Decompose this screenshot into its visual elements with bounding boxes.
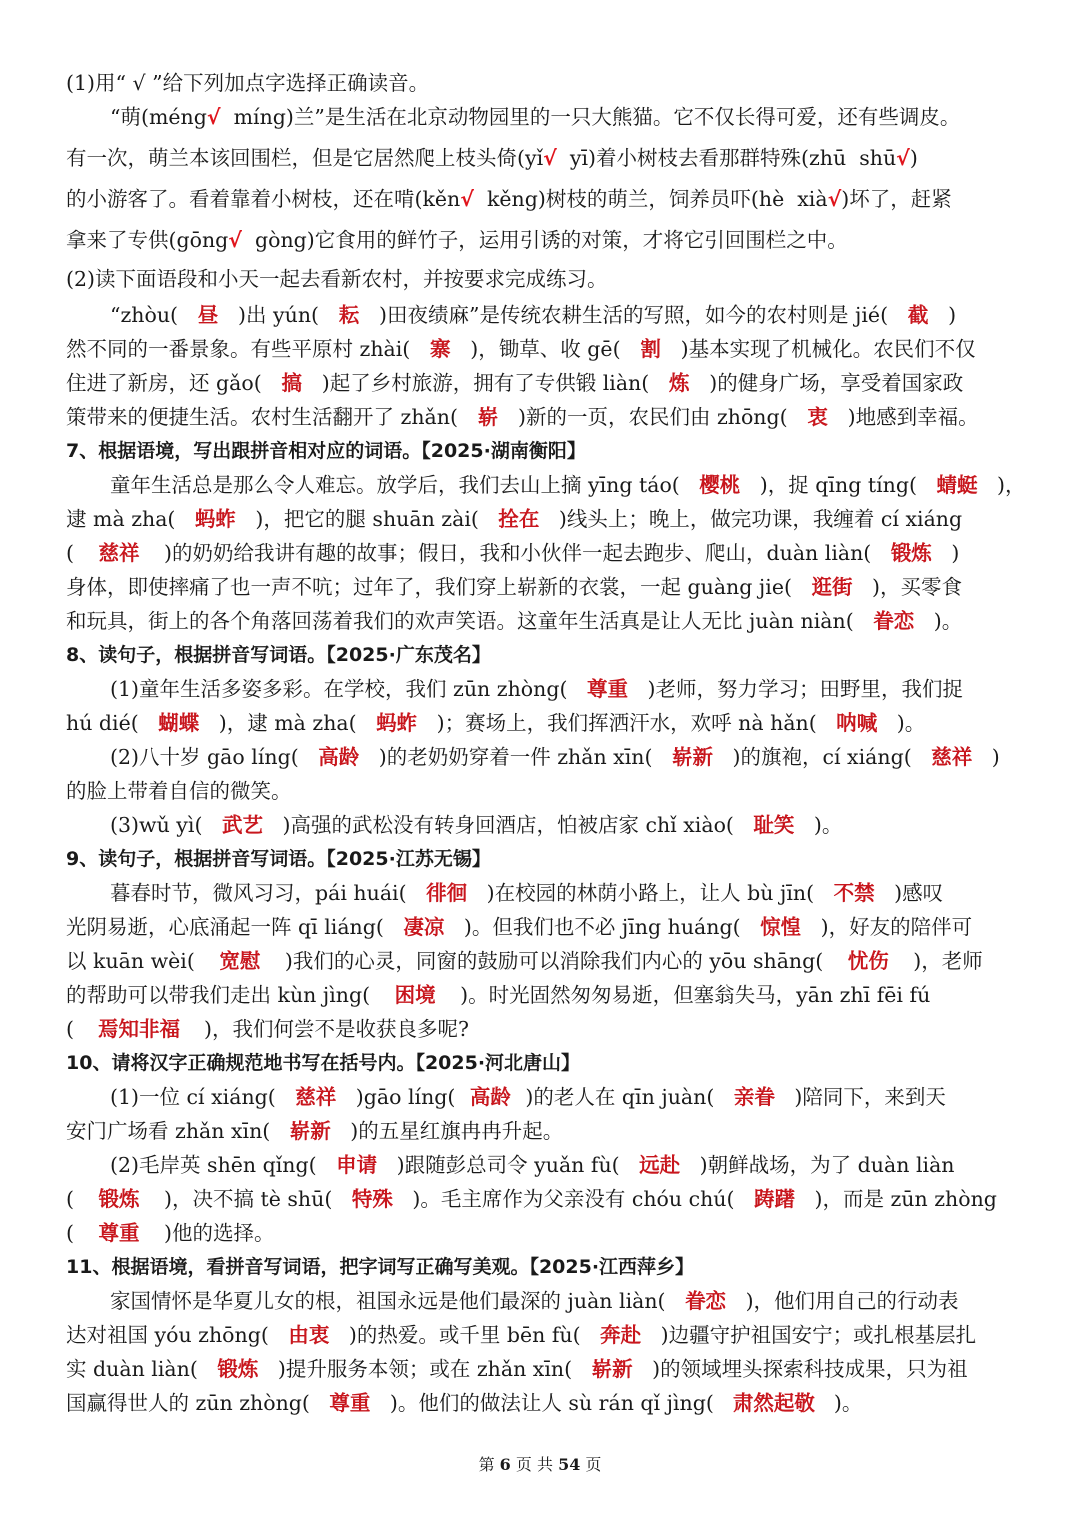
answer-word: 衷: [807, 405, 828, 429]
q6-1-line: [110, 102, 960, 132]
q8-line: [110, 742, 1000, 772]
q10-title: 10、请将汉字正确规范地书写在括号内。【2025·河北唐山】: [66, 1052, 581, 1074]
answer-word: 高龄: [469, 1085, 511, 1109]
check-mark: √: [460, 187, 474, 211]
sentence-text: (1)童年生活多姿多彩。在学校，我们 zūn zhòng(: [110, 677, 568, 701]
sentence-text: 策带来的便捷生活。农村生活翻开了 zhǎn(: [66, 405, 458, 429]
answer-word: 申请: [336, 1153, 378, 1177]
sentence-text: )，把它的腿 shuān zài(: [255, 507, 479, 531]
answer-word: 尊重: [586, 677, 628, 701]
q6-2-line: [66, 368, 963, 398]
answer-word: 呐喊: [836, 711, 878, 735]
sentence-text: )起了乡村旅游，拥有了专供锻 liàn(: [321, 371, 650, 395]
q6-1-line: [66, 143, 918, 173]
sentence-text: )，好友的陪伴可: [820, 915, 973, 939]
sentence-text: )，我们何尝不是收获良多呢?: [204, 1017, 469, 1041]
q6-2-instruction: (2)读下面语段和小天一起去看新农村，并按要求完成练习。: [66, 267, 608, 291]
check-mark: √: [827, 187, 842, 211]
answer-word: 蚂蚱: [376, 711, 418, 735]
sentence-text: gòng)它食用的鲜竹子，运用引诱的对策，才将它引回围栏之中。: [241, 228, 848, 252]
footer-prefix: 第: [478, 1455, 500, 1474]
q7-line: [66, 504, 962, 534]
q11-line: [66, 1388, 862, 1418]
answer-word: 炼: [669, 371, 690, 395]
sentence-text: )出 yún(: [238, 303, 320, 327]
answer-word: 寨: [430, 337, 451, 361]
answer-word: 蚂蚱: [194, 507, 236, 531]
sentence-text: ): [951, 541, 960, 565]
answer-word: 肃然起敬: [732, 1391, 815, 1415]
sentence-text: )。他们的做法让人 sù rán qǐ jìng(: [389, 1391, 714, 1415]
answer-word: 亲眷: [733, 1085, 775, 1109]
sentence-text: )，决不搞 tè shū(: [164, 1187, 333, 1211]
total-page-count: 54: [558, 1455, 581, 1474]
answer-word: 耘: [338, 303, 360, 327]
answer-word: 由衷: [288, 1323, 330, 1347]
sentence-text: 童年生活总是那么令人难忘。放学后，我们去山上摘 yīng táo(: [110, 473, 680, 497]
sentence-text: )高强的武松没有转身回酒店，怕被店家 chǐ xiào(: [282, 813, 734, 837]
answer-word: 截: [907, 303, 929, 327]
sentence-text: 逮 mà zha(: [66, 507, 176, 531]
sentence-text: 国赢得世人的 zūn zhòng(: [66, 1391, 310, 1415]
answer-word: 特殊: [351, 1187, 393, 1211]
sentence-text: (2)八十岁 gāo líng(: [110, 745, 299, 769]
answer-word: 困境: [394, 983, 436, 1007]
sentence-text: hú dié(: [66, 711, 139, 735]
answer-word: 锻炼: [890, 541, 932, 565]
q9-line: [66, 912, 972, 942]
q6-1-line: [66, 184, 952, 214]
sentence-text: 达对祖国 yóu zhōng(: [66, 1323, 269, 1347]
sentence-text: )新的一页，农民们由 zhōng(: [517, 405, 788, 429]
sentence-text: )，捉 qīng tíng(: [759, 473, 917, 497]
q11-line: [66, 1354, 968, 1384]
q6-2-line: [66, 334, 976, 364]
answer-word: 慈祥: [931, 745, 973, 769]
sentence-text: )。: [896, 711, 926, 735]
q10-line: [110, 1150, 955, 1180]
answer-word: 武艺: [221, 813, 263, 837]
q7-line: [66, 538, 959, 568]
sentence-text: 住进了新房，还 gǎo(: [66, 371, 262, 395]
sentence-text: “萌(méng: [110, 105, 207, 129]
answer-word: 踌躇: [753, 1187, 795, 1211]
answer-word: 惊惶: [760, 915, 802, 939]
sentence-text: 的帮助可以带我们走出 kùn jìng(: [66, 983, 371, 1007]
sentence-text: )的老奶奶穿着一件 zhǎn xīn(: [378, 745, 653, 769]
answer-word: 拴在: [498, 507, 540, 531]
sentence-text: kěng)树枝的萌兰，饲养员吓(hè xià: [473, 187, 828, 211]
sentence-text: 暮春时节，微风习习，pái huái(: [110, 881, 407, 905]
sentence-text: )，锄草、收 gē(: [470, 337, 621, 361]
q7-line: [66, 572, 962, 602]
sentence-text: )基本实现了机械化。农民们不仅: [680, 337, 976, 361]
sentence-text: )，他们用自己的行动表: [745, 1289, 959, 1313]
sentence-text: 的小游客了。看着靠着小树枝，还在啃(kěn: [66, 187, 461, 211]
q10-line: [66, 1218, 275, 1248]
sentence-text: )在校园的林荫小路上，让人 bù jīn(: [486, 881, 815, 905]
answer-word: 锻炼: [98, 1187, 140, 1211]
sentence-text: )的领域埋头探索科技成果，只为祖: [652, 1357, 968, 1381]
sentence-text: )的老人在 qīn juàn(: [525, 1085, 715, 1109]
answer-word: 锻炼: [217, 1357, 259, 1381]
q7-title: 7、根据语境，写出跟拼音相对应的词语。【2025·湖南衡阳】: [66, 440, 586, 462]
sentence-text: )老师，努力学习；田野里，我们捉: [647, 677, 963, 701]
sentence-text: 身体，即使摔痛了也一声不吭；过年了，我们穿上崭新的衣裳，一起 guàng jie(: [66, 575, 792, 599]
q6-1-instruction: (1)用“ √ ”给下列加点字选择正确读音。: [66, 71, 430, 95]
sentence-text: )跟随彭总司令 yuǎn fù(: [396, 1153, 620, 1177]
sentence-text: )，老师: [913, 949, 983, 973]
sentence-text: ): [991, 745, 1000, 769]
answer-word: 奔赴: [600, 1323, 642, 1347]
sentence-text: 安门广场看 zhǎn xīn(: [66, 1119, 271, 1143]
q9-line: [66, 946, 983, 976]
q11-line: [110, 1286, 959, 1316]
answer-word: 忧伤: [847, 949, 889, 973]
sentence-text: )的旗袍，cí xiáng(: [732, 745, 912, 769]
answer-word: 蜻蜓: [936, 473, 978, 497]
sentence-text: )地感到幸福。: [847, 405, 979, 429]
sentence-text: )陪同下，来到天: [794, 1085, 946, 1109]
sentence-text: )，买零食: [871, 575, 962, 599]
sentence-text: )的五星红旗冉冉升起。: [350, 1119, 564, 1143]
answer-word: 崭: [477, 405, 499, 429]
sentence-text: (: [66, 1017, 74, 1041]
sentence-text: )的健身广场，享受着国家政: [709, 371, 964, 395]
sentence-text: )，逮 mà zha(: [218, 711, 357, 735]
answer-word: 昼: [197, 303, 219, 327]
answer-word: 崭新: [591, 1357, 633, 1381]
sentence-text: (1)一位 cí xiáng(: [110, 1085, 276, 1109]
answer-word: 崭新: [671, 745, 713, 769]
answer-word: 尊重: [98, 1221, 140, 1245]
answer-word: 逛街: [811, 575, 853, 599]
q8-line: [110, 674, 963, 704]
answer-word: 尊重: [329, 1391, 371, 1415]
sentence-text: 拿来了专供(gōng: [66, 228, 229, 252]
sentence-text: 光阴易逝，心底涌起一阵 qī liáng(: [66, 915, 384, 939]
sentence-text: )。但我们也不必 jīng huáng(: [463, 915, 741, 939]
q9-line: [66, 980, 930, 1010]
q11-line: [66, 1320, 976, 1350]
answer-word: 耻笑: [753, 813, 795, 837]
sentence-text: 和玩具，街上的各个角落回荡着我们的欢声笑语。这童年生活真是让人无比 juàn niàn(: [66, 609, 854, 633]
sentence-text: ): [948, 303, 957, 327]
sentence-text: (: [66, 541, 74, 565]
current-page-number: 6: [499, 1455, 511, 1474]
answer-word: 高龄: [318, 745, 360, 769]
footer-mid: 页 共: [510, 1455, 559, 1474]
sentence-text: )，: [996, 473, 1026, 497]
q10-line: [110, 1082, 946, 1112]
q7-line: [110, 470, 1025, 500]
sentence-text: (: [66, 1221, 74, 1245]
sentence-text: )线头上；晚上，做完功课，我缠着 cí xiáng: [558, 507, 963, 531]
sentence-text: )。毛主席作为父亲没有 chóu chú(: [412, 1187, 735, 1211]
check-mark: √: [896, 146, 910, 170]
q6-2-line: [66, 402, 979, 432]
q6-1-line: [66, 225, 848, 255]
q11-title: 11、根据语境，看拼音写词语，把字词写正确写美观。【2025·江西萍乡】: [66, 1256, 695, 1278]
answer-word: 凄凉: [403, 915, 445, 939]
check-mark: √: [206, 105, 221, 129]
q9-line: [110, 878, 943, 908]
answer-word: 搞: [281, 371, 302, 395]
sentence-text: )感叹: [894, 881, 944, 905]
sentence-text: )；赛场上，我们挥洒汗水，欢呼 nà hǎn(: [436, 711, 817, 735]
sentence-text: )坏了，赶紧: [841, 187, 952, 211]
answer-word: 慈祥: [295, 1085, 337, 1109]
q10-line: [66, 1116, 563, 1146]
sentence-text: )gāo líng(: [355, 1085, 456, 1109]
sentence-text: )，而是 zūn zhòng: [814, 1187, 997, 1211]
answer-word: 眷恋: [685, 1289, 727, 1313]
sentence-text: 家国情怀是华夏儿女的根，祖国永远是他们最深的 juàn liàn(: [110, 1289, 666, 1313]
sentence-text: )朝鲜战场，为了 duàn liàn: [699, 1153, 955, 1177]
sentence-text: )。: [813, 813, 843, 837]
sentence-text: )他的选择。: [164, 1221, 275, 1245]
sentence-text: “zhòu(: [110, 303, 179, 327]
footer-suffix: 页: [580, 1455, 602, 1474]
answer-word: 割: [640, 337, 661, 361]
sentence-text: )边疆守护祖国安宁；或扎根基层扎: [660, 1323, 977, 1347]
sentence-text: 以 kuān wèi(: [66, 949, 195, 973]
sentence-text: )。时光固然匆匆易逝，但塞翁失马，yān zhī fēi fú: [460, 983, 931, 1007]
sentence-text: )田夜绩麻”是传统农耕生活的写照，如今的农村则是 jié(: [379, 303, 889, 327]
answer-word: 宽慰: [219, 949, 261, 973]
q9-title: 9、读句子，根据拼音写词语。【2025·江苏无锡】: [66, 848, 491, 870]
sentence-text: 实 duàn liàn(: [66, 1357, 198, 1381]
answer-word: 不禁: [833, 881, 875, 905]
sentence-text: míng)兰”是生活在北京动物园里的一只大熊猫。它不仅长得可爱，还有些调皮。: [220, 105, 961, 129]
q8-title: 8、读句子，根据拼音写词语。【2025·广东茂名】: [66, 644, 491, 666]
q10-line: [66, 1184, 997, 1214]
sentence-text: ): [909, 146, 918, 170]
sentence-text: )。: [933, 609, 963, 633]
answer-word: 焉知非福: [98, 1017, 180, 1041]
q8-line: 的脸上带着自信的微笑。: [66, 779, 292, 803]
check-mark: √: [228, 228, 242, 252]
q7-line: [66, 606, 962, 636]
q9-line: [66, 1014, 469, 1044]
sentence-text: )我们的心灵，同窗的鼓励可以消除我们内心的 yōu shāng(: [284, 949, 824, 973]
answer-word: 眷恋: [873, 609, 915, 633]
answer-word: 远赴: [639, 1153, 681, 1177]
sentence-text: 有一次，萌兰本该回围栏，但是它居然爬上枝头倚(yǐ: [66, 146, 544, 170]
answer-word: 蝴蝶: [158, 711, 200, 735]
sentence-text: yī)着小树枝去看那群特殊(zhū shū: [556, 146, 897, 170]
q6-2-line: [110, 300, 956, 330]
sentence-text: (: [66, 1187, 74, 1211]
sentence-text: )的热爱。或千里 bēn fù(: [348, 1323, 581, 1347]
sentence-text: )的奶奶给我讲有趣的故事；假日，我和小伙伴一起去跑步、爬山，duàn liàn(: [164, 541, 872, 565]
answer-word: 慈祥: [98, 541, 140, 565]
sentence-text: )。: [833, 1391, 863, 1415]
sentence-text: 然不同的一番景象。有些平原村 zhài(: [66, 337, 411, 361]
answer-word: 崭新: [289, 1119, 331, 1143]
sentence-text: (2)毛岸英 shēn qǐng(: [110, 1153, 317, 1177]
q8-line: [110, 810, 842, 840]
answer-word: 樱桃: [699, 473, 741, 497]
check-mark: √: [543, 146, 557, 170]
page-footer: [0, 1452, 1080, 1475]
q8-line: [66, 708, 925, 738]
answer-word: 徘徊: [426, 881, 468, 905]
sentence-text: (3)wǔ yì(: [110, 813, 203, 837]
sentence-text: )提升服务本领；或在 zhǎn xīn(: [277, 1357, 573, 1381]
